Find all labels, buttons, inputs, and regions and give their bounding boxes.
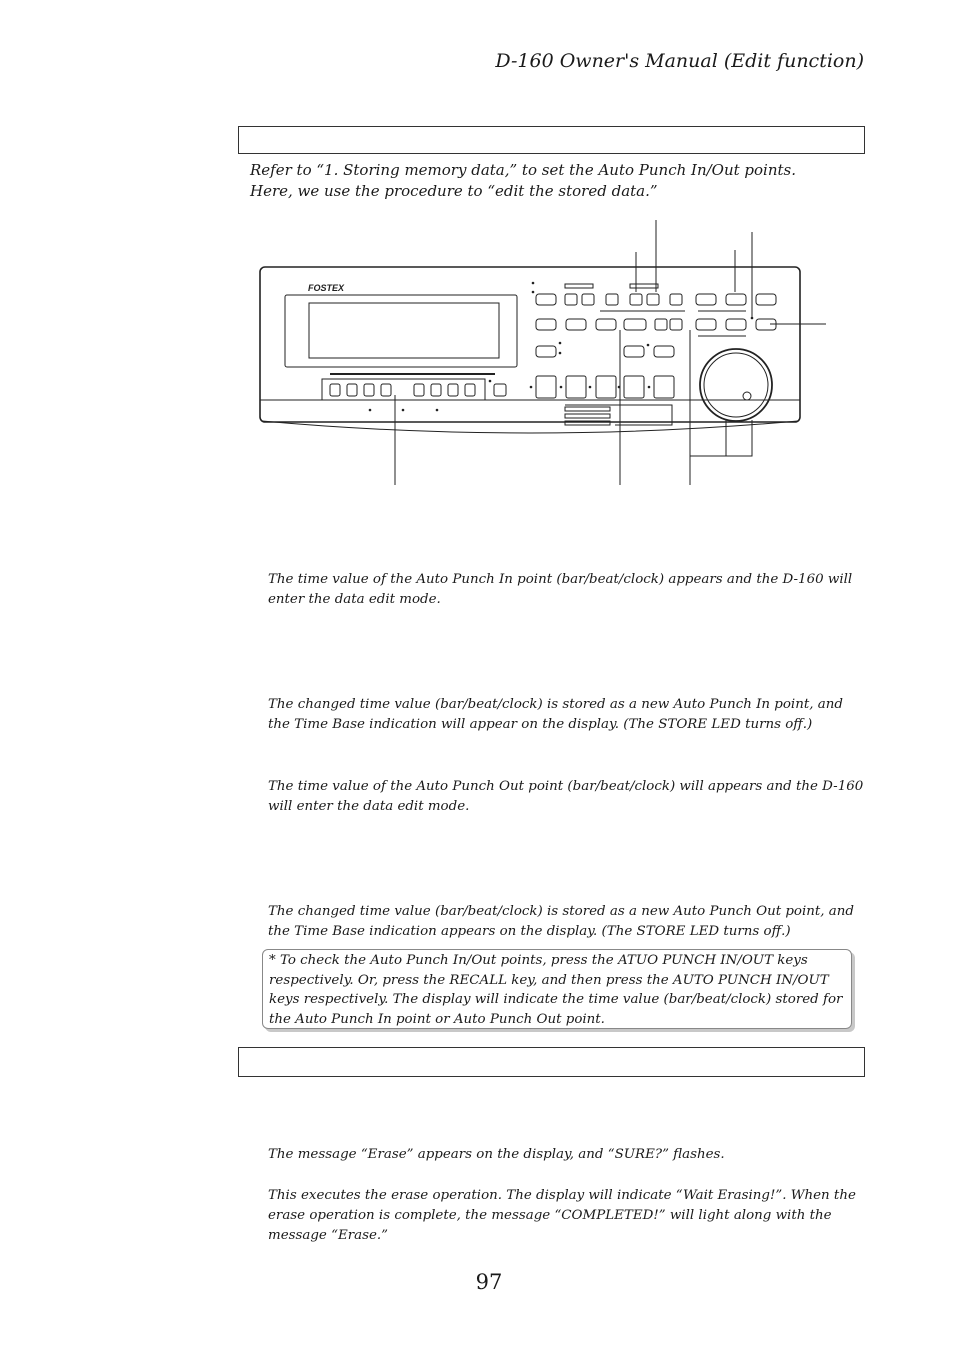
erase-paragraph-1: The message “Erase” appears on the display, and “SURE?” flashes.	[268, 1147, 725, 1162]
step-paragraph-3: The time value of the Auto Punch Out point (bar/beat/clock) will appears and the D-160 will enter the data edit mode.	[268, 779, 864, 814]
note-box: * To check the Auto Punch In/Out points, press the ATUO PUNCH IN/OUT keys respectively. Or, press the RECALL key, and then press the AUTO PUNCH IN/OUT keys respectively. The display will indicate the time value (bar/beat/clock) stored for the Auto Punch In point or Auto Punch Out point.	[262, 949, 852, 1029]
erase-paragraph-2: This executes the erase operation. The display will indicate “Wait Erasing!”. When the erase operation is complete, the message “COMPLETED!” will light along with the message “Erase.”	[268, 1188, 856, 1243]
section-heading-box-2	[238, 1047, 865, 1077]
intro-line-2: Here, we use the procedure to “edit the stored data.”	[250, 182, 658, 200]
intro-text	[250, 160, 796, 202]
step-paragraph-1: The time value of the Auto Punch In point (bar/beat/clock) appears and the D-160 will enter the data edit mode.	[268, 572, 853, 607]
fostex-logo: FOSTEX	[308, 283, 345, 293]
page-number: 97	[475, 1270, 503, 1294]
step-paragraph-4: The changed time value (bar/beat/clock) is stored as a new Auto Punch Out point, and the Time Base indication appears on the display. (The STORE LED turns off.)	[268, 904, 854, 939]
intro-line-1: Refer to “1. Storing memory data,” to set the Auto Punch In/Out points.	[250, 161, 797, 179]
running-header: D-160 Owner's Manual (Edit function)	[495, 50, 864, 72]
step-paragraph-2: The changed time value (bar/beat/clock) is stored as a new Auto Punch In point, and the Time Base indication will appear on the display. (The STORE LED turns off.)	[268, 697, 843, 732]
d160-front-panel-illustration	[255, 215, 835, 490]
section-heading-box	[238, 126, 865, 154]
